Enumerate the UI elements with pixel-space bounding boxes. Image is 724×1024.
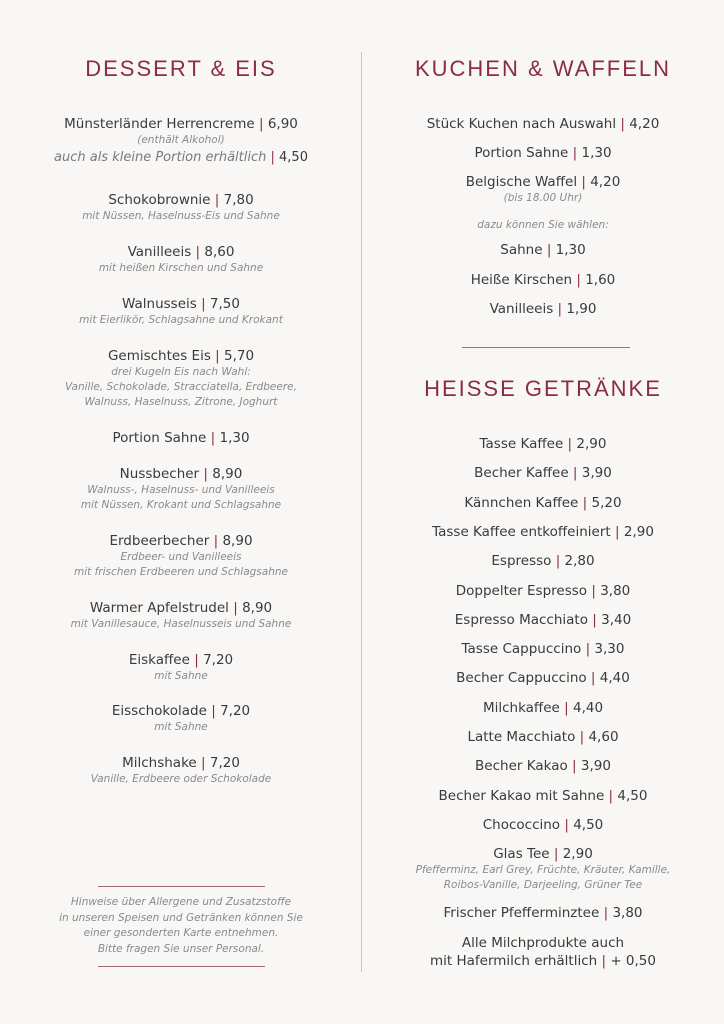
menu-item <box>373 845 713 893</box>
item-price: 8,90 <box>222 533 253 549</box>
menu-item <box>373 241 713 259</box>
item-price: 2,90 <box>623 523 654 540</box>
item-name-line <box>11 702 351 720</box>
item-name: Tasse Kaffee <box>479 436 564 452</box>
item-name: Milchkaffee <box>482 699 560 716</box>
item-name: Warmer Apfelstrudel <box>89 600 229 616</box>
item-price: 2,90 <box>562 846 593 863</box>
menu-item <box>11 115 351 168</box>
item-price: 4,20 <box>590 174 621 190</box>
item-name-line <box>373 464 713 482</box>
item-name-line <box>11 243 351 261</box>
item-description: Walnuss, Haselnuss, Zitrone, Joghurt <box>84 396 278 408</box>
price-separator: | <box>209 533 223 549</box>
price-separator: | <box>553 301 567 317</box>
note-line: in unseren Speisen und Getränken können Sie <box>59 911 303 924</box>
item-name-line <box>373 523 713 541</box>
item-name-line <box>373 552 713 570</box>
note-line: einer gesonderten Karte entnehmen. <box>83 927 279 940</box>
price-separator: | <box>559 699 573 716</box>
price-separator: | <box>196 755 210 771</box>
item-description: mit heißen Kirschen und Sahne <box>98 262 264 274</box>
price-separator: | <box>588 611 602 628</box>
item-price: 6,90 <box>267 116 298 132</box>
menu-item <box>373 173 713 233</box>
item-name: Doppelter Espresso <box>455 582 588 599</box>
item-name-line <box>373 845 713 863</box>
price-separator: | <box>196 296 210 312</box>
price-separator: | <box>191 244 205 260</box>
price-separator: | <box>575 729 589 745</box>
menu-item <box>373 934 713 970</box>
item-name: Becher Cappuccino <box>456 670 587 687</box>
item-price: 7,20 <box>203 652 234 668</box>
item-name-line <box>373 144 713 162</box>
price-separator: | <box>206 703 221 719</box>
item-price: 7,20 <box>209 755 240 771</box>
item-name: Gemischtes Eis <box>107 348 211 364</box>
menu-item <box>11 347 351 410</box>
price-separator: | <box>563 436 577 452</box>
price-separator: | <box>568 465 582 482</box>
price-separator: | <box>597 953 611 969</box>
item-description: drei Kugeln Eis nach Wahl: <box>111 366 251 378</box>
item-name: Schokobrownie <box>108 192 211 208</box>
item-name-line <box>373 669 713 687</box>
price-separator: | <box>549 846 563 863</box>
item-name: mit Hafermilch erhältlich <box>430 953 598 969</box>
allergen-note <box>40 895 322 958</box>
section-title-heisse-getraenke: HEISSE GETRÄNKE <box>424 376 662 401</box>
note-line: Hinweise über Allergene und Zusatzstoffe <box>70 896 292 908</box>
item-description: Vanille, Schokolade, Stracciatella, Erdbeere, <box>65 381 297 393</box>
menu-item <box>373 816 713 834</box>
menu-item <box>373 464 713 482</box>
price-separator: | <box>254 116 268 132</box>
price-separator: | <box>578 494 592 511</box>
price-separator: | <box>577 174 591 190</box>
item-price: 3,80 <box>600 582 631 599</box>
item-price: 7,50 <box>209 296 240 312</box>
price-separator: | <box>210 192 224 208</box>
item-description: Pfefferminz, Earl Grey, Früchte, Kräuter, Kamille, <box>415 864 671 877</box>
item-price: 2,80 <box>564 553 595 570</box>
item-name-line <box>373 300 713 318</box>
item-name-line <box>373 816 713 834</box>
item-name: Milchshake <box>122 755 197 771</box>
menu-item <box>373 144 713 162</box>
menu-item <box>373 115 713 133</box>
item-name: Heiße Kirschen <box>470 272 573 288</box>
item-name: Kännchen Kaffee <box>464 494 579 511</box>
item-description: mit Sahne <box>154 721 208 733</box>
item-price: 4,40 <box>572 699 604 716</box>
menu-item <box>373 699 713 717</box>
item-price: 8,90 <box>212 466 243 482</box>
item-description: Walnuss-, Haselnuss- und Vanilleeis <box>87 484 275 496</box>
section-title-dessert: DESSERT & EIS <box>85 56 277 81</box>
item-price: 1,90 <box>566 301 597 317</box>
item-price: 1,30 <box>219 430 250 446</box>
item-price: 3,40 <box>601 611 632 628</box>
menu-item <box>373 300 713 318</box>
item-price: 3,90 <box>580 758 611 775</box>
menu-item <box>373 728 713 746</box>
item-name-line <box>373 271 713 289</box>
item-price: 3,80 <box>612 905 643 921</box>
item-name: Belgische Waffel <box>465 174 578 190</box>
item-name-line <box>11 651 351 669</box>
item-name-line <box>11 191 351 209</box>
item-name: Alle Milchprodukte auch <box>461 935 625 951</box>
extra-price: 4,50 <box>279 150 308 165</box>
item-name-line <box>11 754 351 772</box>
item-name-line <box>373 787 713 805</box>
menu-item <box>373 271 713 289</box>
item-name-line <box>11 465 351 483</box>
item-price: 4,40 <box>599 670 630 687</box>
section-title-kuchen: KUCHEN & WAFFELN <box>414 56 672 81</box>
item-price: 4,50 <box>573 816 604 833</box>
item-name-line <box>11 599 351 617</box>
price-separator: | <box>586 670 600 687</box>
menu-item <box>373 435 713 453</box>
price-separator: | <box>266 150 280 165</box>
price-separator: | <box>599 905 613 921</box>
menu-item <box>11 243 351 276</box>
price-separator: | <box>189 652 204 668</box>
menu-item <box>11 191 351 224</box>
item-name-line <box>373 241 713 259</box>
item-name-line <box>11 115 351 133</box>
item-name: Stück Kuchen nach Auswahl <box>426 116 617 132</box>
menu-item <box>373 904 713 922</box>
item-name-line <box>11 532 351 550</box>
item-name-line <box>373 582 713 600</box>
item-name: Becher Kaffee <box>474 465 569 482</box>
item-description: Vanille, Erdbeere oder Schokolade <box>90 773 272 785</box>
item-name-line <box>373 494 713 512</box>
item-name: Erdbeerbecher <box>109 533 210 549</box>
item-name: Eisschokolade <box>111 703 207 719</box>
item-name-line <box>11 295 351 313</box>
item-name: Espresso Macchiato <box>454 611 588 628</box>
item-name-line <box>373 435 713 453</box>
item-description: dazu können Sie wählen: <box>477 219 609 231</box>
item-name-line <box>373 904 713 922</box>
item-description: (enthält Alkohol) <box>137 134 225 146</box>
price-separator: | <box>228 600 243 616</box>
note-divider-top <box>98 886 265 887</box>
item-description: mit Vanillesauce, Haselnusseis und Sahne <box>70 618 292 630</box>
price-separator: | <box>604 787 618 804</box>
price-separator: | <box>567 758 581 775</box>
item-name-line <box>373 699 713 717</box>
item-name-line <box>373 611 713 629</box>
extra-text: auch als kleine Portion erhältlich <box>54 150 267 165</box>
item-description: mit Eierlikör, Schlagsahne und Krokant <box>79 314 283 326</box>
item-name: Nussbecher <box>119 466 200 482</box>
item-extra-line <box>11 148 351 168</box>
item-name-line <box>373 640 713 658</box>
section-divider <box>462 347 630 348</box>
menu-item <box>11 599 351 632</box>
menu-item <box>11 429 351 447</box>
item-description: mit frischen Erdbeeren und Schlagsahne <box>74 566 288 578</box>
item-price: 4,50 <box>617 787 648 804</box>
item-name: Walnusseis <box>122 296 197 312</box>
item-name-line <box>11 347 351 365</box>
menu-item <box>373 611 713 629</box>
item-name: Becher Kakao <box>475 758 568 775</box>
price-separator: | <box>581 641 595 658</box>
item-name: Sahne <box>500 242 543 258</box>
item-price: 4,20 <box>629 116 660 132</box>
item-name: Portion Sahne <box>474 145 569 161</box>
item-name: Glas Tee <box>493 846 550 863</box>
item-name: Vanilleeis <box>489 301 554 317</box>
item-name: Chococcino <box>482 816 561 833</box>
item-price: 7,80 <box>223 192 254 208</box>
item-description: Erdbeer- und Vanilleeis <box>120 551 242 563</box>
menu-item <box>373 787 713 805</box>
menu-item <box>373 552 713 570</box>
item-name-line <box>373 728 713 746</box>
item-description: mit Nüssen, Krokant und Schlagsahne <box>80 499 282 511</box>
item-price: 1,30 <box>581 145 612 161</box>
item-name: Tasse Kaffee entkoffeiniert <box>432 523 611 540</box>
price-separator: | <box>587 582 601 599</box>
item-name: Münsterländer Herrencreme <box>64 116 255 132</box>
menu-item <box>373 494 713 512</box>
item-description: (bis 18.00 Uhr) <box>503 192 583 204</box>
item-description: Roibos-Vanille, Darjeeling, Grüner Tee <box>443 879 643 892</box>
item-name-line <box>373 173 713 191</box>
item-name: Vanilleeis <box>127 244 192 260</box>
price-separator: | <box>210 348 224 364</box>
item-price: 4,60 <box>588 729 619 745</box>
item-description: mit Sahne <box>154 670 208 682</box>
item-name: Eiskaffee <box>128 652 190 668</box>
item-name: Espresso <box>491 553 552 570</box>
item-price: 7,20 <box>220 703 251 719</box>
item-price: 2,90 <box>576 436 607 452</box>
menu-item <box>373 640 713 658</box>
menu-item <box>373 523 713 541</box>
item-name: Portion Sahne <box>112 430 207 446</box>
item-description: mit Nüssen, Haselnuss-Eis und Sahne <box>82 210 280 222</box>
price-separator: | <box>551 553 565 570</box>
item-price: 5,70 <box>224 348 255 364</box>
item-name-line <box>11 429 351 447</box>
item-price: + 0,50 <box>610 953 656 969</box>
price-separator: | <box>568 145 582 161</box>
item-price: 1,60 <box>585 272 616 288</box>
item-name: Frischer Pfefferminztee <box>443 905 600 921</box>
item-name-line <box>373 952 713 970</box>
item-price: 5,20 <box>591 494 622 511</box>
price-separator: | <box>199 466 213 482</box>
item-name: Latte Macchiato <box>467 729 576 745</box>
item-price: 3,90 <box>581 465 612 482</box>
price-separator: | <box>206 430 220 446</box>
item-name: Tasse Cappuccino <box>461 641 582 658</box>
menu-item <box>11 754 351 787</box>
menu-item <box>11 465 351 513</box>
menu-item <box>373 757 713 775</box>
menu-item <box>11 651 351 684</box>
price-separator: | <box>616 116 630 132</box>
column-divider <box>361 52 362 972</box>
item-price: 3,30 <box>594 641 625 658</box>
price-separator: | <box>542 242 556 258</box>
menu-item <box>11 295 351 328</box>
item-price: 1,30 <box>555 242 586 258</box>
item-name-line <box>373 115 713 133</box>
note-divider-bottom <box>98 966 265 967</box>
price-separator: | <box>560 816 574 833</box>
price-separator: | <box>572 272 586 288</box>
note-line: Bitte fragen Sie unser Personal. <box>97 943 265 956</box>
menu-item <box>11 702 351 735</box>
item-name: Becher Kakao mit Sahne <box>438 787 605 804</box>
item-price: 8,60 <box>204 244 235 260</box>
item-name-line <box>373 757 713 775</box>
price-separator: | <box>610 523 624 540</box>
menu-item <box>11 532 351 580</box>
item-description <box>373 206 713 216</box>
menu-item <box>373 582 713 600</box>
item-price: 8,90 <box>242 600 273 616</box>
menu-item <box>373 669 713 687</box>
